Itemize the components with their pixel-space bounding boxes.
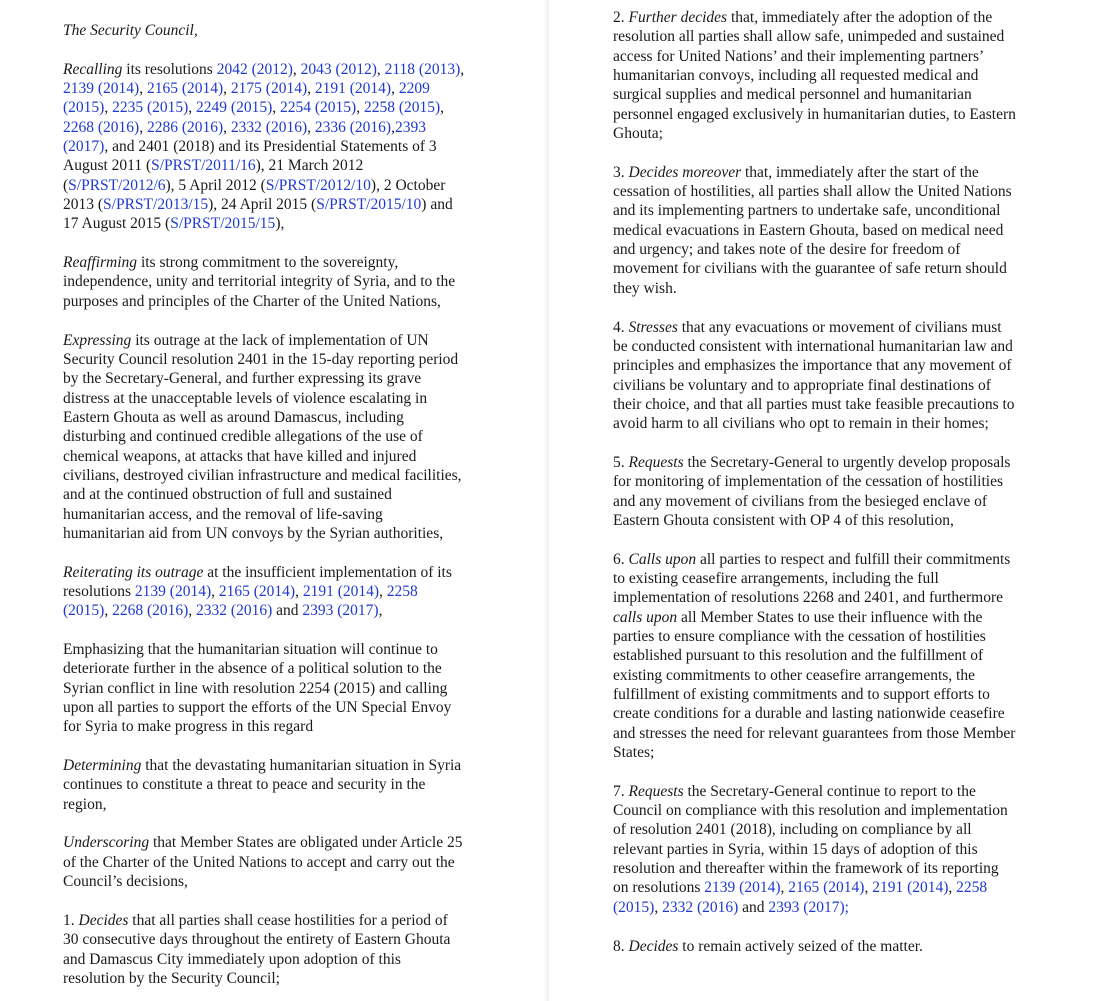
text-line — [63, 79, 503, 98]
text-line — [613, 472, 1053, 491]
resolution-link[interactable]: S/PRST/2013/15 — [103, 196, 209, 214]
body-text: 1. — [63, 911, 79, 929]
text-line — [613, 376, 1053, 395]
text-line — [63, 601, 503, 620]
text-line — [63, 659, 503, 678]
body-text: that all parties shall cease hostilities for a period of — [128, 911, 448, 929]
text-line — [613, 201, 1053, 220]
text-line — [63, 447, 503, 466]
resolution-link[interactable]: S/PRST/2012/10 — [265, 176, 371, 194]
text-line — [613, 395, 1053, 414]
body-text: purposes and principles of the Charter of the United Nations, — [63, 292, 441, 310]
body-text: ), — [275, 215, 285, 233]
body-text: surgical supplies and medical personnel and humanitarian — [613, 86, 972, 104]
resolution-link[interactable]: 2139 (2014) — [704, 879, 781, 897]
body-text: avoid harm to all civilians who opt to remain in their homes; — [613, 415, 989, 433]
body-text: 30 consecutive days throughout the entirety of Eastern Ghouta — [63, 931, 451, 949]
resolution-link[interactable]: 2332 (2016) — [662, 898, 739, 916]
body-text: 6. — [613, 550, 629, 568]
resolution-link[interactable]: 2258 — [386, 582, 418, 600]
body-text: resolutions — [63, 582, 135, 600]
text-line — [63, 214, 503, 233]
body-text: ), 2 October — [370, 176, 446, 194]
body-text: 8. — [613, 937, 629, 955]
text-line — [613, 859, 1053, 878]
body-text: and at the continued obstruction of full and sustained — [63, 486, 392, 504]
body-text: 3. — [613, 163, 629, 181]
body-text: by the Secretary-General, and further expressing its grave — [63, 370, 422, 388]
italic-text: Determining — [63, 757, 142, 775]
resolution-link[interactable]: 2139 (2014) — [63, 80, 140, 98]
resolution-link[interactable]: 2336 (2016) — [314, 118, 392, 136]
text-line — [613, 182, 1053, 201]
body-text: for monitoring of implementation of the cessation of hostilities — [613, 473, 1004, 491]
paragraph — [63, 331, 503, 544]
body-text: , — [104, 602, 113, 620]
body-text: , — [223, 118, 231, 136]
resolution-link[interactable]: 2393 (2017) — [302, 602, 379, 620]
resolution-link[interactable]: 2286 (2016) — [146, 118, 224, 136]
paragraph — [63, 21, 503, 40]
body-text: to remain actively seized of the matter. — [678, 937, 923, 955]
text-line — [613, 743, 1053, 762]
text-line — [63, 950, 503, 969]
text-line — [63, 911, 503, 930]
body-text: , — [460, 60, 465, 78]
body-text: their choice, and that all parties must take feasible precautions to — [613, 395, 1015, 413]
body-text: of resolution 2401 (2018), including on compliance by all — [613, 821, 972, 839]
text-line — [63, 389, 503, 408]
paragraph — [613, 318, 1053, 434]
text-line — [613, 221, 1053, 240]
body-text: ), 21 March 2012 — [255, 157, 364, 175]
body-text: , — [864, 879, 873, 897]
body-text: , — [272, 99, 280, 117]
body-text: ), 24 April 2015 ( — [208, 196, 317, 214]
body-text: principles and emphasizes the importance that any movement of — [613, 357, 1012, 375]
resolution-link[interactable]: (2015) — [63, 99, 105, 117]
text-line — [613, 550, 1053, 569]
body-text: access for United Nations’ and their implementing partners’ — [613, 47, 985, 65]
body-text: continues to constitute a threat to peace and security in the — [63, 776, 426, 794]
resolution-link[interactable]: (2015) — [63, 602, 105, 620]
resolution-link[interactable]: 2209 — [398, 80, 430, 98]
resolution-link[interactable]: S/PRST/2011/16 — [151, 157, 256, 175]
text-line — [613, 47, 1053, 66]
text-line — [613, 259, 1053, 278]
body-text: to existing ceasefire arrangements, including the full — [613, 569, 939, 587]
text-line — [613, 492, 1053, 511]
paragraph — [63, 911, 503, 988]
italic-text: The Security Council, — [63, 22, 198, 39]
text-line — [613, 878, 1053, 897]
text-line — [63, 582, 503, 601]
paragraph — [63, 640, 503, 737]
body-text: of the Charter of the United Nations to accept and carry out the — [63, 853, 455, 871]
italic-text: calls upon — [613, 608, 678, 626]
text-line — [613, 820, 1053, 839]
body-text: create conditions for a durable and lasting nationwide ceasefire — [613, 705, 1005, 723]
body-text: civilians be voluntary and to appropriate final destinations of — [613, 376, 991, 394]
text-line — [63, 253, 503, 272]
resolution-link[interactable]: 2393 — [394, 118, 426, 136]
text-line — [63, 369, 503, 388]
body-text: Council on compliance with this resolution and implementation — [613, 802, 1008, 820]
body-text: they wish. — [613, 279, 677, 297]
body-text: 2. — [613, 9, 629, 26]
resolution-link[interactable]: 2393 (2017) — [768, 898, 845, 916]
body-text: , — [440, 99, 445, 117]
text-line — [63, 969, 503, 988]
paragraph — [613, 550, 1053, 763]
paragraph — [63, 833, 503, 891]
body-text: , — [292, 60, 301, 78]
body-text: , — [379, 582, 387, 600]
italic-text: Decides — [78, 911, 129, 929]
resolution-link[interactable]: 2043 (2012) — [300, 60, 377, 78]
body-text: , — [139, 80, 147, 98]
body-text: all Member States to use their influence with the — [677, 608, 983, 626]
body-text: that any evacuations or movement of civilians must — [677, 318, 1002, 336]
text-line — [63, 524, 503, 543]
resolution-link[interactable]: 2249 (2015) — [196, 99, 273, 117]
paragraph — [613, 8, 1053, 143]
text-line — [613, 105, 1053, 124]
text-line — [613, 279, 1053, 298]
text-line — [613, 66, 1053, 85]
text-line — [63, 756, 503, 775]
body-text: and — [272, 602, 303, 620]
body-text: its resolutions — [122, 60, 217, 78]
text-line — [63, 427, 503, 446]
body-text: , — [391, 118, 395, 136]
body-text: resolution by the Security Council; — [63, 969, 280, 987]
body-text: Syrian conflict in line with resolution 2254 (2015) and calling — [63, 679, 448, 697]
italic-text: Decides — [628, 937, 679, 955]
body-text: and — [738, 898, 769, 916]
body-text: , — [104, 99, 113, 117]
body-text: chemical weapons, at attacks that have killed and injured — [63, 447, 417, 465]
resolution-link[interactable]: 2332 (2016) — [196, 602, 273, 620]
paragraph — [63, 756, 503, 814]
body-text: parties to ensure compliance with the cessation of hostilities — [613, 628, 986, 645]
left-page-text-column — [63, 21, 503, 1001]
italic-text: Further decides — [628, 9, 728, 26]
italic-text: Decides moreover — [628, 163, 742, 181]
body-text: , — [307, 118, 315, 136]
text-line — [63, 640, 503, 659]
text-line — [613, 318, 1053, 337]
text-line — [613, 840, 1053, 859]
paragraph — [613, 782, 1053, 917]
body-text: the Secretary-General to urgently develop proposals — [683, 453, 1011, 471]
body-text: and any movement of civilians from the besieged enclave of — [613, 492, 988, 510]
resolution-link[interactable]: 2042 (2012) — [216, 60, 293, 78]
text-line — [63, 350, 503, 369]
body-text: on resolutions — [613, 879, 705, 897]
body-text: 7. — [613, 782, 629, 800]
body-text: , — [391, 80, 399, 98]
paragraph — [613, 163, 1053, 298]
body-text: deteriorate further in the absence of a political solution to the — [63, 660, 442, 678]
text-line — [63, 853, 503, 872]
text-line — [63, 195, 503, 214]
text-line — [613, 453, 1053, 472]
text-line — [613, 685, 1053, 704]
italic-text: Reaffirming — [63, 254, 138, 272]
text-line — [63, 833, 503, 852]
italic-text: Calls upon — [628, 550, 697, 568]
italic-text: Requests — [628, 453, 684, 471]
text-line — [63, 872, 503, 891]
body-text: fulfillment of existing commitments and to support efforts to — [613, 686, 990, 704]
body-text: movement for civilians with the guarantee of safe return should — [613, 260, 1007, 278]
text-line — [63, 176, 503, 195]
body-text: , — [654, 898, 663, 916]
body-text: ), 5 April 2012 ( — [165, 176, 266, 194]
resolution-link[interactable]: 2268 (2016) — [112, 602, 189, 620]
body-text: humanitarian aid from UN convoys by the Syrian authorities, — [63, 524, 444, 542]
text-line — [613, 937, 1053, 956]
text-line — [613, 511, 1053, 530]
text-line — [613, 337, 1053, 356]
paragraph — [613, 453, 1053, 530]
body-text: 17 August 2015 ( — [63, 215, 171, 233]
body-text: , — [780, 879, 789, 897]
body-text: , — [307, 80, 315, 98]
body-text: relevant parties in Syria, within 15 days of adoption of this — [613, 840, 978, 858]
text-line — [613, 414, 1053, 433]
text-line — [63, 60, 503, 79]
resolution-link[interactable]: 2235 (2015) — [112, 99, 189, 117]
body-text: existing commitments to other ceasefire arrangements, the — [613, 666, 975, 684]
body-text: Council’s decisions, — [63, 873, 188, 891]
body-text: established pursuant to this resolution and the fulfillment of — [613, 647, 984, 665]
body-text: and its implementing partners to undertake safe, unconditional — [613, 202, 1001, 220]
resolution-link[interactable]: 2191 (2014) — [314, 80, 392, 98]
document-page-right — [549, 0, 1097, 1001]
text-line — [613, 704, 1053, 723]
body-text: its strong commitment to the sovereignty, — [137, 254, 399, 272]
resolution-link[interactable]: 2165 (2014) — [146, 80, 224, 98]
text-line — [613, 569, 1053, 588]
text-line — [63, 775, 503, 794]
paragraph — [613, 937, 1053, 956]
text-line — [63, 21, 503, 40]
body-text: implementation of resolutions 2268 and 2401, and furthermore — [613, 589, 1003, 607]
body-text: and stresses the need for relevant guarantees from those Member — [613, 724, 1016, 742]
resolution-link[interactable]: S/PRST/2015/10 — [316, 196, 422, 214]
body-text: , — [188, 99, 197, 117]
body-text: humanitarian convoys, including all requested medical and — [613, 67, 979, 85]
body-text: , — [378, 602, 383, 620]
resolution-link[interactable]: 2254 (2015) — [279, 99, 357, 117]
body-text: region, — [63, 795, 107, 813]
body-text: upon all parties to support the efforts of the UN Special Envoy — [63, 699, 452, 717]
italic-text: Requests — [628, 782, 684, 800]
body-text: for Syria to make progress in this regard — [63, 718, 314, 736]
paragraph — [63, 253, 503, 311]
text-line — [63, 292, 503, 311]
body-text: resolution all parties shall allow safe, unimpeded and sustained — [613, 28, 1005, 46]
body-text: August 2011 ( — [63, 157, 152, 175]
text-line — [63, 272, 503, 291]
text-line — [63, 331, 503, 350]
body-text: Ghouta; — [613, 125, 663, 143]
resolution-link[interactable]: S/PRST/2012/6 — [68, 176, 166, 194]
italic-text: Recalling — [63, 60, 123, 78]
text-line — [613, 163, 1053, 182]
text-line — [613, 124, 1053, 143]
body-text: independence, unity and territorial integrity of Syria, and to the — [63, 273, 456, 291]
text-line — [63, 98, 503, 117]
resolution-link[interactable]: 2191 (2014) — [302, 582, 380, 600]
body-text: be conducted consistent with international humanitarian law and — [613, 337, 1013, 355]
body-text: , — [948, 879, 957, 897]
body-text: , and 2401 (2018) and its Presidential Statements of 3 — [104, 138, 437, 156]
body-text: all parties to respect and fulfill their commitments — [696, 550, 1011, 568]
text-line — [63, 118, 503, 137]
resolution-link[interactable]: ; — [844, 898, 849, 916]
body-text: the Secretary-General continue to report to the — [683, 782, 976, 800]
resolution-link[interactable]: (2017) — [63, 138, 105, 156]
body-text: 2013 ( — [63, 196, 104, 214]
text-line — [63, 505, 503, 524]
text-line — [613, 782, 1053, 801]
resolution-link[interactable]: S/PRST/2015/15 — [170, 215, 276, 233]
body-text: that, immediately after the start of the — [741, 163, 979, 181]
body-text: its outrage at the lack of implementation of UN — [131, 331, 429, 349]
body-text: personnel engaged exclusively in humanitarian duties, to Eastern — [613, 105, 1016, 123]
body-text: Emphasizing that the humanitarian situation will continue to — [63, 641, 438, 658]
body-text: , — [376, 60, 385, 78]
body-text: civilians, destroyed civilian infrastructure and medical facilities, — [63, 466, 462, 484]
body-text: ) and — [421, 196, 453, 214]
italic-text: Stresses — [628, 318, 678, 336]
resolution-link[interactable]: 2258 (2015) — [363, 99, 441, 117]
body-text: , — [139, 118, 147, 136]
resolution-link[interactable]: 2175 (2014) — [230, 80, 308, 98]
body-text: , — [295, 582, 303, 600]
paragraph — [63, 60, 503, 234]
text-line — [613, 27, 1053, 46]
body-text: medical evacuations in Eastern Ghouta, based on medical need — [613, 221, 1004, 239]
text-line — [613, 85, 1053, 104]
body-text: at the insufficient implementation of its — [203, 563, 452, 581]
paragraph — [63, 563, 503, 621]
body-text: , — [223, 80, 231, 98]
text-line — [63, 679, 503, 698]
body-text: cessation of hostilities, all parties shall allow the United Nations — [613, 183, 1012, 201]
text-line — [63, 563, 503, 582]
body-text: resolution and thereafter within the framework of its reporting — [613, 860, 999, 878]
text-line — [613, 666, 1053, 685]
resolution-link[interactable]: 2268 (2016) — [63, 118, 140, 136]
body-text: distress at the unacceptable levels of violence escalating in — [63, 389, 428, 407]
body-text: and Damascus City immediately upon adoption of this — [63, 950, 401, 968]
right-page-text-column — [613, 8, 1053, 975]
text-line — [613, 646, 1053, 665]
text-line — [613, 608, 1053, 627]
italic-text: Underscoring — [63, 834, 150, 852]
text-line — [613, 724, 1053, 743]
body-text: , — [211, 582, 219, 600]
resolution-link[interactable]: 2165 (2014) — [218, 582, 296, 600]
italic-text: Expressing — [63, 331, 132, 349]
body-text: Security Council resolution 2401 in the 15-day reporting period — [63, 350, 459, 368]
text-line — [63, 408, 503, 427]
text-line — [63, 137, 503, 156]
text-line — [63, 466, 503, 485]
body-text: that Member States are obligated under Article 25 — [149, 834, 463, 852]
body-text: ( — [63, 176, 69, 194]
text-line — [63, 717, 503, 736]
body-text: disturbing and continued credible allegations of the use of — [63, 428, 423, 446]
text-line — [63, 698, 503, 717]
body-text: 4. — [613, 318, 629, 336]
resolution-link[interactable]: 2139 (2014) — [134, 582, 212, 600]
text-line — [613, 588, 1053, 607]
text-line — [63, 485, 503, 504]
body-text: that the devastating humanitarian situation in Syria — [141, 757, 462, 775]
document-page-left — [0, 0, 548, 1001]
resolution-link[interactable]: 2332 (2016) — [230, 118, 308, 136]
body-text: and urgency; and takes note of the desire for freedom of — [613, 241, 961, 259]
italic-text: Reiterating its outrage — [63, 563, 204, 581]
body-text: Eastern Ghouta consistent with OP 4 of this resolution, — [613, 511, 954, 529]
body-text: that, immediately after the adoption of the — [727, 9, 993, 26]
body-text: , — [188, 602, 197, 620]
text-line — [613, 801, 1053, 820]
body-text: States; — [613, 744, 655, 762]
text-line — [613, 898, 1053, 917]
resolution-link[interactable]: 2191 (2014) — [872, 879, 949, 897]
resolution-link[interactable]: 2258 — [956, 879, 988, 897]
body-text: 5. — [613, 453, 629, 471]
resolution-link[interactable]: 2165 (2014) — [788, 879, 865, 897]
body-text: Eastern Ghouta as well as around Damascus, including — [63, 408, 404, 426]
text-line — [613, 627, 1053, 646]
text-line — [613, 240, 1053, 259]
text-line — [63, 156, 503, 175]
resolution-link[interactable]: 2118 (2013) — [384, 60, 461, 78]
resolution-link[interactable]: (2015) — [613, 898, 655, 916]
text-line — [63, 930, 503, 949]
text-line — [613, 356, 1053, 375]
text-line — [63, 795, 503, 814]
body-text: , — [356, 99, 364, 117]
text-line — [613, 8, 1053, 27]
body-text: humanitarian access, and the removal of life-saving — [63, 505, 383, 523]
